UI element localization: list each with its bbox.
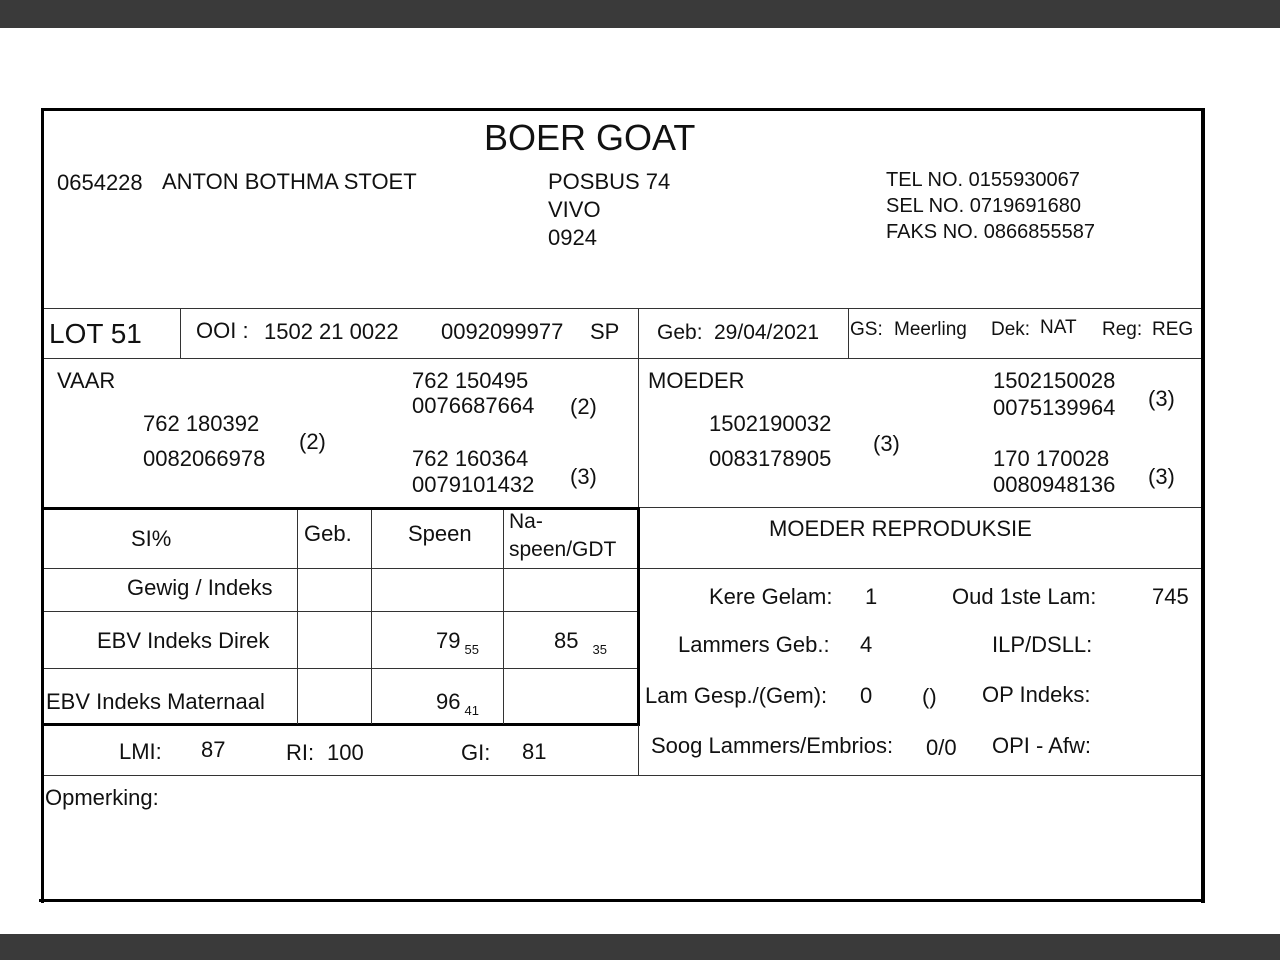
naspeen-header-line1: Na- (509, 510, 543, 533)
moeder-sire-id: 0075139964 (993, 395, 1116, 420)
dek-value: NAT (1040, 317, 1077, 338)
address-line-3: 0924 (548, 225, 597, 250)
card-border-left (41, 108, 44, 903)
ilp-label: ILP/DSLL: (992, 632, 1093, 657)
gi-value: 81 (522, 739, 547, 764)
page-title: BOER GOAT (484, 117, 696, 158)
geb-date: 29/04/2021 (714, 321, 820, 344)
moeder-sire-count: (3) (1148, 386, 1175, 411)
naspeen-header-line2: speen/GDT (509, 538, 617, 561)
direk-speen-value: 79 $_{55}$ (436, 628, 479, 657)
gi-label: GI: (461, 740, 491, 765)
remarks-label: Opmerking: (45, 785, 159, 810)
divider-direk (44, 668, 639, 669)
vline-center-top (638, 308, 639, 508)
op-label: OP Indeks: (982, 682, 1091, 707)
vaar-dam-number: 762 160364 (412, 446, 529, 471)
oud-value: 745 (1152, 584, 1189, 609)
ri-value: 100 (327, 740, 364, 765)
vline-si-col2 (371, 510, 372, 724)
lmi-label: LMI: (119, 739, 162, 764)
divider-remarks-top (44, 775, 1201, 776)
vaar-dam-id: 0079101432 (412, 472, 535, 497)
card-border-right (1201, 108, 1205, 903)
lammers-value: 4 (860, 632, 873, 657)
breeder-id: 0654228 (57, 170, 143, 195)
divider-repro-header (639, 568, 1201, 569)
card-border-top (41, 108, 1205, 111)
lmi-value: 87 (201, 737, 226, 762)
moeder-dam-id: 0080948136 (993, 472, 1116, 497)
moeder-count: (3) (873, 431, 900, 456)
breeder-name: ANTON BOTHMA STOET (162, 169, 417, 194)
vline-si-col3 (503, 510, 504, 724)
lammers-label: Lammers Geb.: (678, 632, 830, 657)
lam-gesp-value: 0 (860, 683, 873, 708)
divider-pedigree-bottom-left (44, 507, 639, 510)
divider-lot-bottom (44, 358, 1201, 359)
moeder-id: 0083178905 (709, 446, 832, 471)
lam-gesp-paren: () (922, 684, 937, 709)
vaar-sire-id: 0076687664 (412, 393, 535, 418)
gewig-row-label: Gewig / Indeks (127, 575, 273, 600)
vaar-number: 762 180392 (143, 411, 260, 436)
direk-naspeen-subvalue: 35 (592, 642, 607, 657)
speen-header: Speen (408, 521, 472, 546)
moeder-sire-number: 1502150028 (993, 368, 1116, 393)
ooi-id: 0092099977 (441, 319, 564, 344)
vaar-count: (2) (299, 429, 326, 454)
tel-number: TEL NO. 0155930067 (886, 169, 1080, 191)
divider-gewig (44, 611, 639, 612)
reg-label: Reg: (1102, 319, 1143, 340)
soog-label: Soog Lammers/Embrios: (651, 733, 894, 758)
divider-si-header-left (44, 568, 639, 569)
gs-value: Meerling (894, 319, 967, 340)
vaar-id: 0082066978 (143, 446, 266, 471)
vline-lot (180, 308, 181, 358)
oud-label: Oud 1ste Lam: (952, 584, 1097, 609)
ooi-number: 1502 21 0022 (264, 319, 399, 344)
vline-gs (848, 308, 849, 358)
direk-naspeen-value: 85 $_{35}$ (554, 628, 607, 657)
lot-label: LOT 51 (49, 318, 142, 349)
dek-label: Dek: (991, 319, 1031, 340)
divider-si-bottom (44, 723, 640, 726)
divider-lot-top (44, 308, 1201, 309)
bottom-frame-bar (0, 934, 1280, 960)
repro-title: MOEDER REPRODUKSIE (769, 516, 1032, 541)
si-header: SI% (131, 526, 172, 551)
direk-speen-subvalue: 55 (464, 642, 479, 657)
sel-number: SEL NO. 0719691680 (886, 195, 1081, 217)
kere-value: 1 (865, 584, 878, 609)
vaar-sire-number: 762 150495 (412, 368, 529, 393)
vline-si-col1 (297, 510, 298, 724)
maternaal-speen-value: 96 $_{41}$ (436, 689, 479, 718)
reg-value: REG (1152, 319, 1194, 340)
maternaal-row-label: EBV Indeks Maternaal (46, 689, 265, 714)
kere-label: Kere Gelam: (709, 584, 833, 609)
address-line-2: VIVO (548, 197, 601, 222)
gs-label: GS: (850, 319, 883, 340)
vaar-sire-count: (2) (570, 394, 597, 419)
divider-pedigree-bottom-right (639, 507, 1201, 508)
vline-center-bottom (638, 725, 639, 776)
vline-si-right (637, 507, 640, 725)
moeder-label: MOEDER (648, 368, 745, 393)
card-border-bottom (39, 899, 1201, 902)
direk-row-label: EBV Indeks Direk (97, 628, 270, 653)
vaar-label: VAAR (57, 368, 116, 393)
maternaal-speen-subvalue: 41 (464, 703, 479, 718)
soog-value: 0/0 (926, 735, 957, 760)
geb-header: Geb. (304, 521, 352, 546)
top-frame-bar (0, 0, 1280, 28)
ooi-label: OOI : (196, 318, 249, 343)
geb-label: Geb: (657, 321, 703, 344)
lam-gesp-label: Lam Gesp./(Gem): (645, 683, 828, 708)
moeder-dam-number: 170 170028 (993, 446, 1110, 471)
ri-label: RI: (286, 740, 315, 765)
moeder-dam-count: (3) (1148, 464, 1175, 489)
address-line-1: POSBUS 74 (548, 169, 671, 194)
vaar-dam-count: (3) (570, 464, 597, 489)
ooi-code: SP (590, 319, 620, 344)
moeder-number: 1502190032 (709, 411, 832, 436)
opi-label: OPI - Afw: (992, 733, 1092, 758)
faks-number: FAKS NO. 0866855587 (886, 221, 1096, 243)
